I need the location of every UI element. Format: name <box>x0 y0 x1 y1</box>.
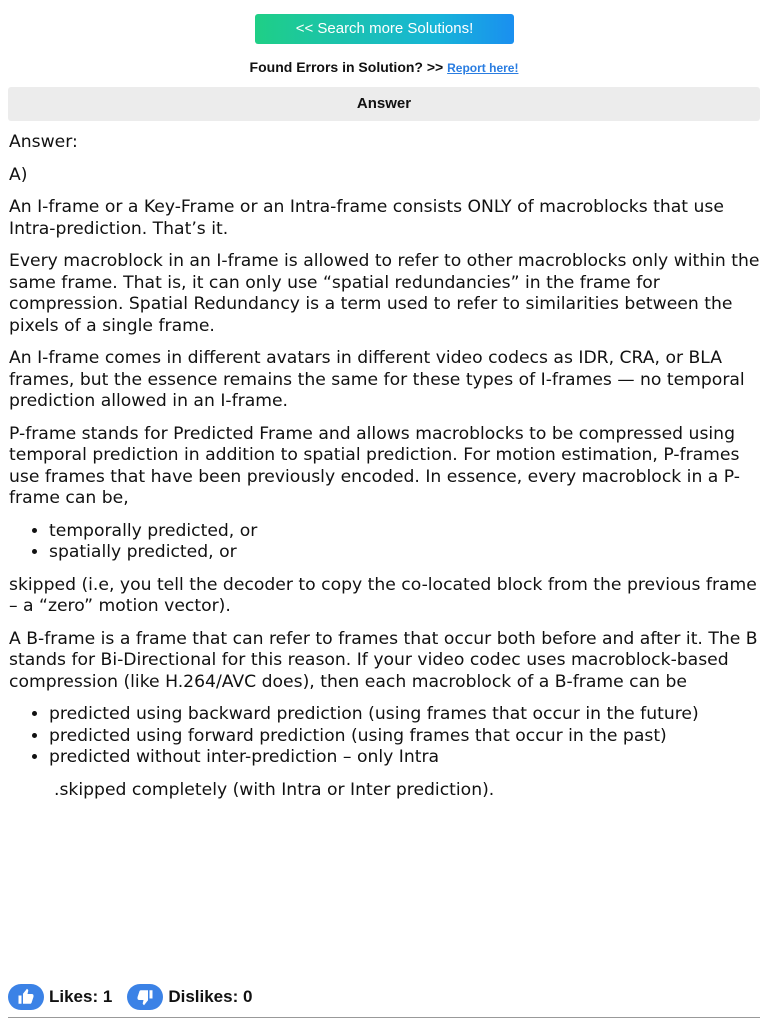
dislike-button[interactable] <box>127 984 252 1010</box>
b-frame-list <box>9 704 761 769</box>
list-item: • predicted without inter-prediction – only Intra <box>49 747 761 769</box>
list-item: • temporally predicted, or <box>49 521 761 543</box>
paragraph-skipped-completely: .skipped completely (with Intra or Inter prediction). <box>54 779 495 800</box>
paragraph-macroblock: Every macroblock in an I-frame is allowed to refer to other macroblocks only within the same frame. That is, it can only use “spatial redundancies” in the frame for compression. Spatial Redundancy is a term used to refer to similarities between the pixels of a single frame. <box>9 251 760 336</box>
bottom-divider <box>8 1017 760 1018</box>
likes-count: Likes: 1 <box>49 987 113 1006</box>
paragraph-i-frame: An I-frame or a Key-Frame or an Intra-frame consists ONLY of macroblocks that use Intra-prediction. That’s it. <box>9 197 724 239</box>
feedback-bar <box>8 983 252 1011</box>
thumbs-down-icon <box>127 984 163 1010</box>
found-errors-text: Found Errors in Solution? >> <box>249 59 444 75</box>
like-button[interactable] <box>8 984 112 1010</box>
thumbs-up-icon <box>8 984 44 1010</box>
search-more-solutions-button[interactable]: << Search more Solutions! <box>255 14 514 44</box>
answer-header: Answer <box>8 87 760 121</box>
answer-label: Answer: <box>9 132 78 152</box>
paragraph-avatars: An I-frame comes in different avatars in different video codecs as IDR, CRA, or BLA frames, but the essence remains the same for these types of I-frames — no temporal prediction allowed in an I-frame. <box>9 348 745 411</box>
paragraph-skipped: skipped (i.e, you tell the decoder to copy the co-located block from the previous frame – a “zero” motion vector). <box>9 574 757 616</box>
list-item: • predicted using backward prediction (using frames that occur in the future) <box>49 704 761 726</box>
answer-content <box>9 132 761 812</box>
paragraph-p-frame: P-frame stands for Predicted Frame and allows macroblocks to be compressed using temporal prediction in addition to spatial prediction. For motion estimation, P-frames use frames that have been previously encoded. In essence, every macroblock in a P-frame can be, <box>9 423 740 508</box>
dislikes-count: Dislikes: 0 <box>168 987 253 1006</box>
p-frame-list <box>9 521 761 564</box>
report-here-link[interactable]: Report here! <box>447 61 519 75</box>
list-item: • spatially predicted, or <box>49 542 761 564</box>
list-item: • predicted using forward prediction (using frames that occur in the past) <box>49 726 761 748</box>
paragraph-b-frame: A B-frame is a frame that can refer to frames that occur both before and after it. The B stands for Bi-Directional for this reason. If your video codec uses macroblock-based compression (like H.264/AVC does), then each macroblock of a B-frame can be <box>9 628 758 692</box>
answer-option: A) <box>9 164 28 185</box>
found-errors-line <box>0 58 768 77</box>
